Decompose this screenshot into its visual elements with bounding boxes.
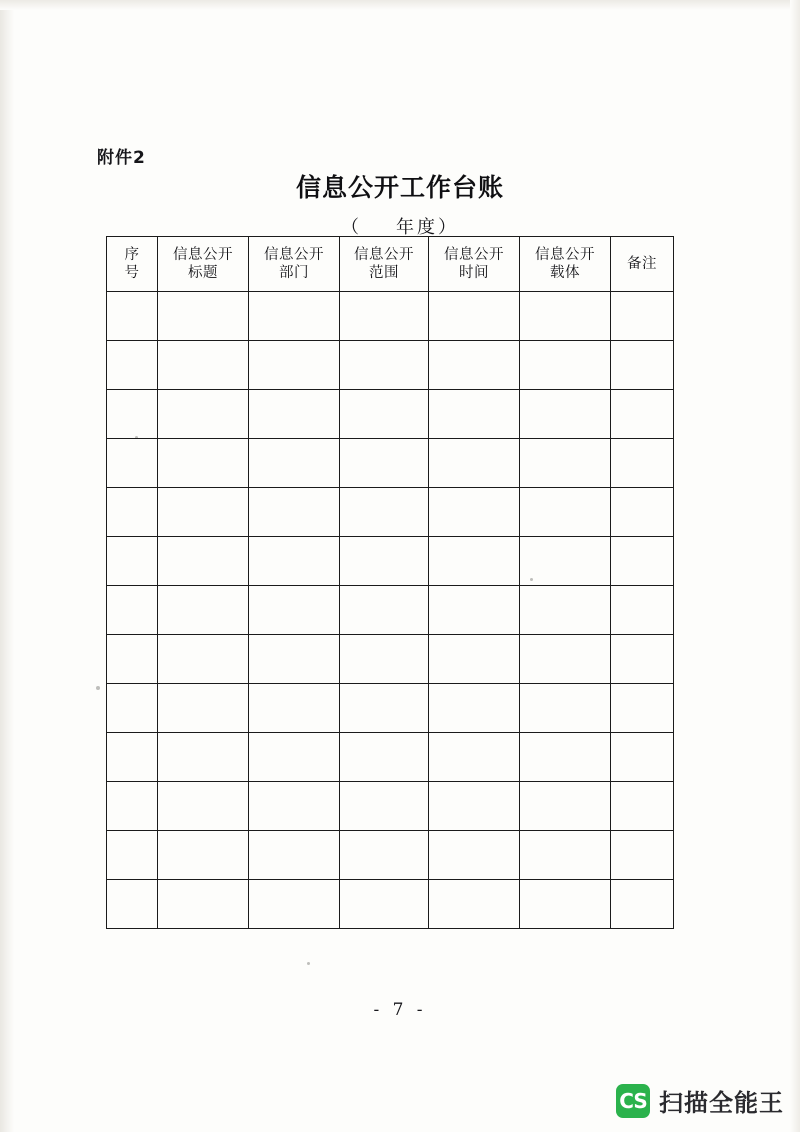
- subtitle-open-paren: （: [341, 217, 362, 238]
- table-cell[interactable]: [429, 831, 520, 880]
- table-cell[interactable]: [249, 537, 340, 586]
- table-cell[interactable]: [158, 586, 249, 635]
- table-cell[interactable]: [520, 292, 611, 341]
- table-cell[interactable]: [107, 782, 158, 831]
- column-header-line1: 信息公开: [354, 246, 414, 263]
- table-cell[interactable]: [158, 733, 249, 782]
- table-cell[interactable]: [340, 586, 429, 635]
- column-header-line1: 序: [124, 246, 140, 263]
- column-header-line1: 信息公开: [444, 246, 504, 263]
- column-header-line2: 时间: [459, 265, 489, 281]
- table-cell[interactable]: [158, 684, 249, 733]
- table-header-row: [107, 237, 674, 292]
- table-cell[interactable]: [520, 880, 611, 929]
- table-cell[interactable]: [107, 733, 158, 782]
- attachment-label: 附件2: [97, 148, 146, 168]
- column-header-line1: 信息公开: [264, 246, 324, 263]
- table-cell[interactable]: [429, 635, 520, 684]
- page-number: - 7 -: [373, 1000, 427, 1020]
- table-cell[interactable]: [158, 782, 249, 831]
- table-cell[interactable]: [107, 880, 158, 929]
- table-cell[interactable]: [107, 537, 158, 586]
- table-row: [107, 733, 674, 782]
- table-cell[interactable]: [158, 341, 249, 390]
- table-cell[interactable]: [429, 341, 520, 390]
- table-row: [107, 831, 674, 880]
- scan-edge-top: [0, 0, 800, 10]
- table-cell[interactable]: [340, 733, 429, 782]
- column-header-line1: 备注: [627, 255, 657, 272]
- table-cell[interactable]: [340, 439, 429, 488]
- table-cell[interactable]: [611, 782, 674, 831]
- table-row: [107, 537, 674, 586]
- table-cell[interactable]: [340, 831, 429, 880]
- table-cell[interactable]: [107, 586, 158, 635]
- table-cell[interactable]: [340, 488, 429, 537]
- table-cell[interactable]: [520, 635, 611, 684]
- table-cell[interactable]: [429, 586, 520, 635]
- table-cell[interactable]: [107, 635, 158, 684]
- table-cell[interactable]: [429, 880, 520, 929]
- table-cell[interactable]: [340, 635, 429, 684]
- camscanner-logo-icon: CS: [616, 1084, 650, 1118]
- table-cell[interactable]: [429, 439, 520, 488]
- table-cell[interactable]: [429, 292, 520, 341]
- table-cell[interactable]: [520, 831, 611, 880]
- scan-speck: [96, 686, 100, 690]
- table-cell[interactable]: [611, 831, 674, 880]
- table-row: [107, 488, 674, 537]
- table-cell[interactable]: [611, 488, 674, 537]
- table-cell[interactable]: [520, 390, 611, 439]
- table-cell[interactable]: [520, 733, 611, 782]
- column-header-line1: 信息公开: [173, 246, 233, 263]
- column-header-line2: 号: [124, 265, 140, 281]
- table-cell[interactable]: [158, 537, 249, 586]
- table-cell[interactable]: [158, 292, 249, 341]
- table-row: [107, 390, 674, 439]
- table-cell[interactable]: [340, 390, 429, 439]
- table-cell[interactable]: [429, 488, 520, 537]
- table-cell[interactable]: [340, 292, 429, 341]
- table-cell[interactable]: [107, 292, 158, 341]
- scan-speck: [307, 962, 310, 965]
- table-cell[interactable]: [520, 341, 611, 390]
- table-cell[interactable]: [249, 390, 340, 439]
- table-row: [107, 341, 674, 390]
- table-cell[interactable]: [249, 782, 340, 831]
- table-cell[interactable]: [429, 733, 520, 782]
- table-cell[interactable]: [611, 292, 674, 341]
- table-cell[interactable]: [611, 390, 674, 439]
- page-title: 信息公开工作台账: [295, 173, 504, 202]
- table-cell[interactable]: [158, 635, 249, 684]
- table-row: [107, 292, 674, 341]
- table-cell[interactable]: [249, 292, 340, 341]
- column-header-title: [158, 237, 249, 292]
- table-row: [107, 782, 674, 831]
- column-header-line2: 范围: [369, 265, 399, 281]
- table-cell[interactable]: [249, 831, 340, 880]
- table-body: [107, 292, 674, 929]
- table-cell[interactable]: [520, 488, 611, 537]
- column-header-department: [249, 237, 340, 292]
- column-header-remarks: [611, 237, 674, 292]
- table-cell[interactable]: [611, 880, 674, 929]
- column-header-scope: [340, 237, 429, 292]
- table-cell[interactable]: [249, 733, 340, 782]
- table-cell[interactable]: [520, 537, 611, 586]
- ledger-table: [106, 236, 674, 929]
- table-cell[interactable]: [158, 390, 249, 439]
- table-cell[interactable]: [429, 684, 520, 733]
- table-cell[interactable]: [520, 439, 611, 488]
- table-cell[interactable]: [611, 586, 674, 635]
- table-cell[interactable]: [520, 684, 611, 733]
- table-cell[interactable]: [340, 782, 429, 831]
- table-cell[interactable]: [158, 880, 249, 929]
- table-cell[interactable]: [249, 684, 340, 733]
- table-cell[interactable]: [611, 341, 674, 390]
- table-row: [107, 635, 674, 684]
- table-cell[interactable]: [249, 880, 340, 929]
- table-cell[interactable]: [611, 537, 674, 586]
- table-cell[interactable]: [107, 390, 158, 439]
- scanner-watermark: [616, 1083, 784, 1118]
- column-header-line2: 载体: [550, 265, 580, 281]
- table-cell[interactable]: [520, 586, 611, 635]
- table-cell[interactable]: [611, 684, 674, 733]
- subtitle-year-suffix: 年度）: [396, 217, 459, 238]
- table-row: [107, 684, 674, 733]
- table-cell[interactable]: [107, 684, 158, 733]
- table-cell[interactable]: [107, 488, 158, 537]
- table-cell[interactable]: [520, 782, 611, 831]
- table-cell[interactable]: [158, 439, 249, 488]
- column-header-index: [107, 237, 158, 292]
- table-cell[interactable]: [340, 880, 429, 929]
- table-cell[interactable]: [107, 439, 158, 488]
- column-header-time: [429, 237, 520, 292]
- table-cell[interactable]: [611, 635, 674, 684]
- table-cell[interactable]: [340, 341, 429, 390]
- column-header-carrier: [520, 237, 611, 292]
- table-row: [107, 586, 674, 635]
- table-cell[interactable]: [158, 488, 249, 537]
- table-header: [107, 237, 674, 292]
- table-cell[interactable]: [611, 439, 674, 488]
- table-cell[interactable]: [249, 341, 340, 390]
- table-row: [107, 439, 674, 488]
- table-cell[interactable]: [429, 390, 520, 439]
- table-cell[interactable]: [340, 537, 429, 586]
- column-header-line1: 信息公开: [535, 246, 595, 263]
- table-cell[interactable]: [158, 831, 249, 880]
- table-row: [107, 880, 674, 929]
- table-cell[interactable]: [429, 782, 520, 831]
- column-header-line2: 部门: [279, 265, 309, 281]
- table-cell[interactable]: [611, 733, 674, 782]
- table-cell[interactable]: [107, 831, 158, 880]
- table-cell[interactable]: [340, 684, 429, 733]
- table-cell[interactable]: [107, 341, 158, 390]
- table-cell[interactable]: [429, 537, 520, 586]
- table-cell[interactable]: [249, 635, 340, 684]
- table-cell[interactable]: [249, 586, 340, 635]
- table-cell[interactable]: [249, 488, 340, 537]
- column-header-line2: 标题: [188, 265, 218, 281]
- watermark-label: 扫描全能王: [659, 1089, 784, 1117]
- table-cell[interactable]: [249, 439, 340, 488]
